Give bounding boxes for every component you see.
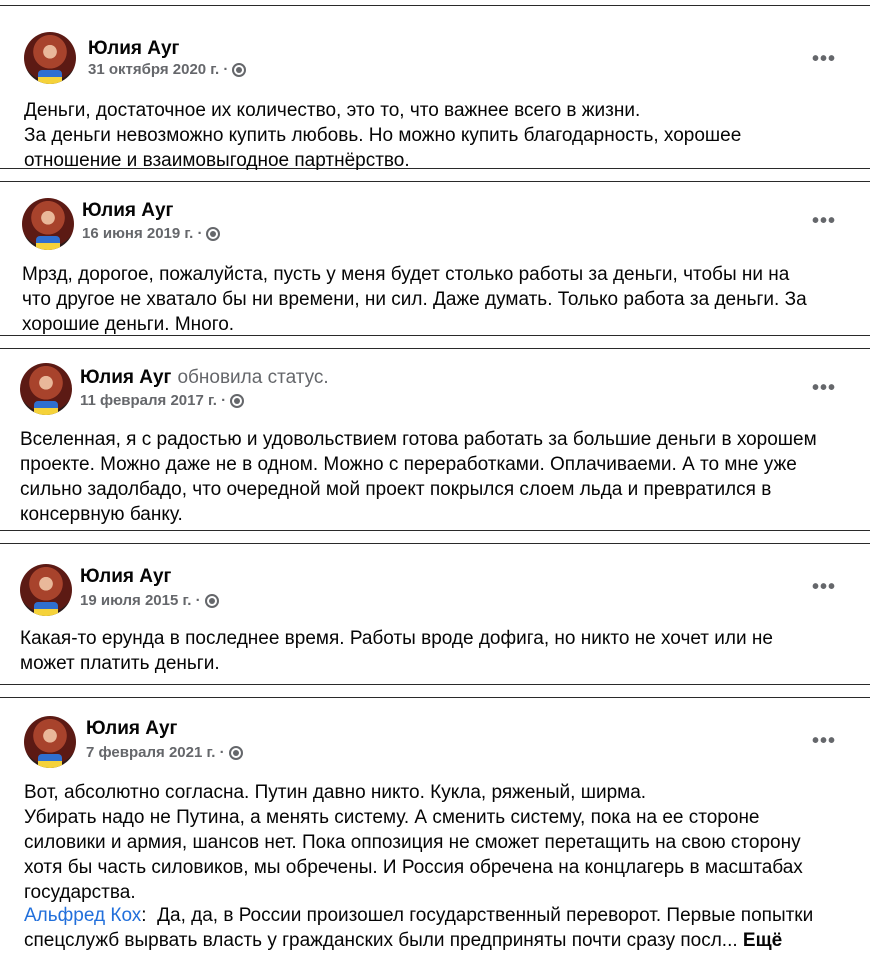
quoted-comment — [24, 903, 813, 953]
avatar[interactable] — [20, 564, 72, 616]
avatar[interactable] — [22, 198, 74, 250]
post-date[interactable]: 16 июня 2019 г. · — [82, 225, 203, 242]
status-update-label: обновила статус. — [177, 367, 329, 388]
avatar[interactable] — [24, 716, 76, 768]
avatar[interactable] — [24, 32, 76, 84]
more-horizontal-icon[interactable]: ••• — [811, 210, 836, 232]
mention-link[interactable]: Альфред Кох — [24, 905, 142, 926]
post-text: Вот, абсолютно согласна. Путин давно никто. Кукла, ряженый, ширма. Убирать надо не Путина, а менять систему. А сменить систему, пока на ее стороне силовики и армия, шансов нет. Пока оппозиция не сможет перетащить на свою сторону хотя бы часть силовиков, мы обречены. И Россия обречена на концлагерь в масштабах государства. — [24, 782, 803, 903]
post-text: Деньги, достаточное их количество, это то, что важнее всего в жизни. За деньги невозможно купить любовь. Но можно купить благодарность, хорошее отношение и взаимовыгодное партнёрство. — [24, 100, 742, 171]
more-horizontal-icon[interactable]: ••• — [811, 377, 836, 399]
post-separator — [0, 684, 870, 698]
post-meta — [80, 592, 219, 609]
globe-icon — [206, 227, 220, 241]
post-meta — [80, 392, 244, 409]
globe-icon — [205, 594, 219, 608]
post-date[interactable]: 11 февраля 2017 г. · — [80, 392, 227, 409]
quoted-text: : Да, да, в России произошел государственный переворот. Первые попытки спецслужб вырвать власть у гражданских были предприняты почти сразу посл... — [24, 905, 814, 951]
author-name[interactable]: Юлия Ауг — [86, 718, 178, 739]
author-name[interactable]: Юлия Ауг обновила статус. — [80, 367, 329, 388]
post-separator — [0, 530, 870, 544]
post-card — [0, 6, 870, 171]
post-meta — [82, 225, 220, 242]
more-horizontal-icon[interactable]: ••• — [811, 576, 836, 598]
see-more-link[interactable]: Ещё — [737, 930, 783, 951]
post-meta — [86, 744, 243, 761]
avatar[interactable] — [20, 363, 72, 415]
post-card — [0, 698, 870, 960]
more-horizontal-icon[interactable]: ••• — [811, 730, 836, 752]
author-name[interactable]: Юлия Ауг — [88, 38, 180, 59]
post-text: Мрзд, дорогое, пожалуйста, пусть у меня будет столько работы за деньги, чтобы ни на что другое не хватало бы ни времени, ни сил. Даже думать. Только работа за деньги. За хорошие деньги. Много. — [22, 264, 807, 335]
post-separator — [0, 335, 870, 349]
post-card — [0, 182, 870, 335]
globe-icon — [230, 394, 244, 408]
globe-icon — [229, 746, 243, 760]
more-horizontal-icon[interactable]: ••• — [811, 48, 836, 70]
post-date[interactable]: 31 октября 2020 г. · — [88, 61, 229, 78]
post-card — [0, 544, 870, 684]
post-meta — [88, 61, 246, 78]
post-text: Вселенная, я с радостью и удовольствием готова работать за большие деньги в хорошем проекте. Можно даже не в одном. Можно с переработками. Оплачиваеми. А то мне уже сильно задолбадо, что очередной мой проект покрылся слоем льда и превратился в консервную банку. — [20, 429, 817, 525]
post-date[interactable]: 7 февраля 2021 г. · — [86, 744, 225, 761]
author-name[interactable]: Юлия Ауг — [82, 200, 174, 221]
globe-icon — [232, 63, 246, 77]
author-name[interactable]: Юлия Ауг — [80, 566, 172, 587]
post-date[interactable]: 19 июля 2015 г. · — [80, 592, 201, 609]
post-text: Какая-то ерунда в последнее время. Работы вроде дофига, но никто не хочет или не может платить деньги. — [20, 628, 773, 674]
post-card — [0, 349, 870, 530]
